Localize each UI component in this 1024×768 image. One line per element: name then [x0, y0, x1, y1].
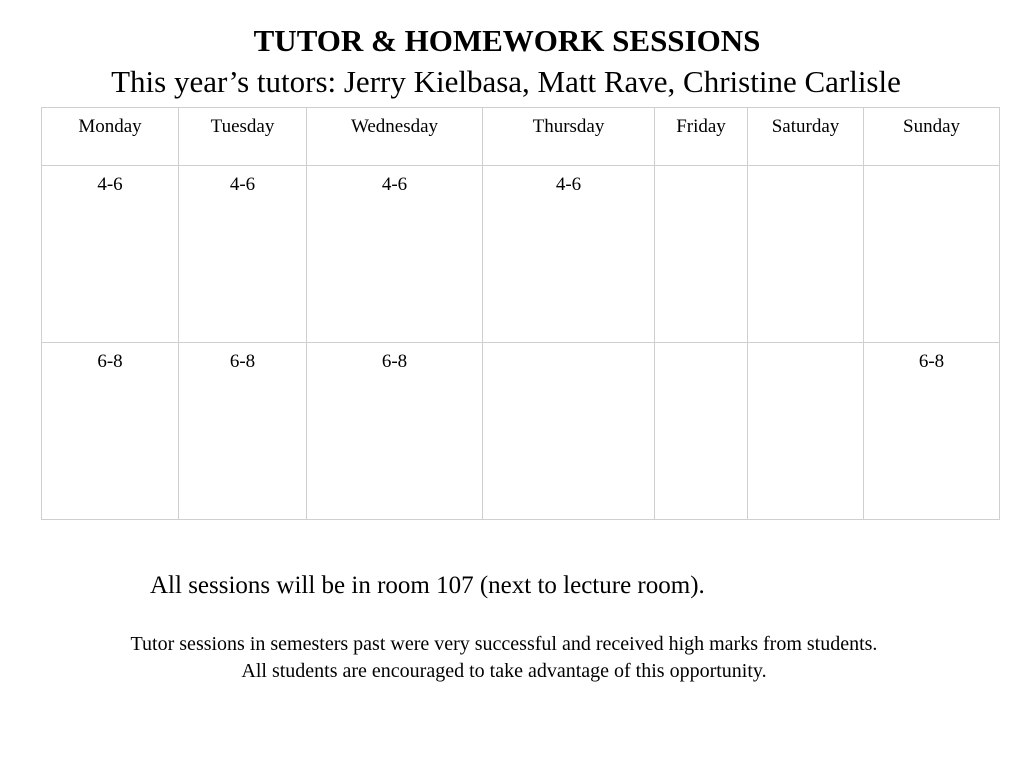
header-saturday: Saturday — [748, 108, 864, 166]
schedule-header-row — [42, 108, 1000, 166]
table-row — [42, 343, 1000, 520]
cell-thursday-slot-1: 4-6 — [483, 166, 655, 343]
room-note: All sessions will be in room 107 (next to lecture room). — [150, 572, 705, 599]
header-friday: Friday — [655, 108, 748, 166]
cell-wednesday-slot-2: 6-8 — [307, 343, 483, 520]
header-monday: Monday — [42, 108, 179, 166]
cell-saturday-slot-1 — [748, 166, 864, 343]
header-sunday: Sunday — [864, 108, 1000, 166]
table-row — [42, 166, 1000, 343]
cell-sunday-slot-2: 6-8 — [864, 343, 1000, 520]
header-tuesday: Tuesday — [179, 108, 307, 166]
cell-friday-slot-1 — [655, 166, 748, 343]
tutors-subtitle: This year’s tutors: Jerry Kielbasa, Matt Rave, Christine Carlisle — [111, 64, 901, 99]
cell-monday-slot-2: 6-8 — [42, 343, 179, 520]
footer-line-1: Tutor sessions in semesters past were very successful and received high marks from students. — [130, 633, 878, 655]
cell-thursday-slot-2 — [483, 343, 655, 520]
cell-saturday-slot-2 — [748, 343, 864, 520]
page-title: TUTOR & HOMEWORK SESSIONS — [253, 23, 761, 58]
cell-monday-slot-1: 4-6 — [42, 166, 179, 343]
footer-line-2: All students are encouraged to take advantage of this opportunity. — [241, 660, 767, 682]
cell-tuesday-slot-2: 6-8 — [179, 343, 307, 520]
cell-tuesday-slot-1: 4-6 — [179, 166, 307, 343]
header-thursday: Thursday — [483, 108, 655, 166]
cell-friday-slot-2 — [655, 343, 748, 520]
footer-text — [0, 631, 1008, 685]
cell-sunday-slot-1 — [864, 166, 1000, 343]
cell-wednesday-slot-1: 4-6 — [307, 166, 483, 343]
header-wednesday: Wednesday — [307, 108, 483, 166]
schedule-table — [41, 107, 1000, 520]
